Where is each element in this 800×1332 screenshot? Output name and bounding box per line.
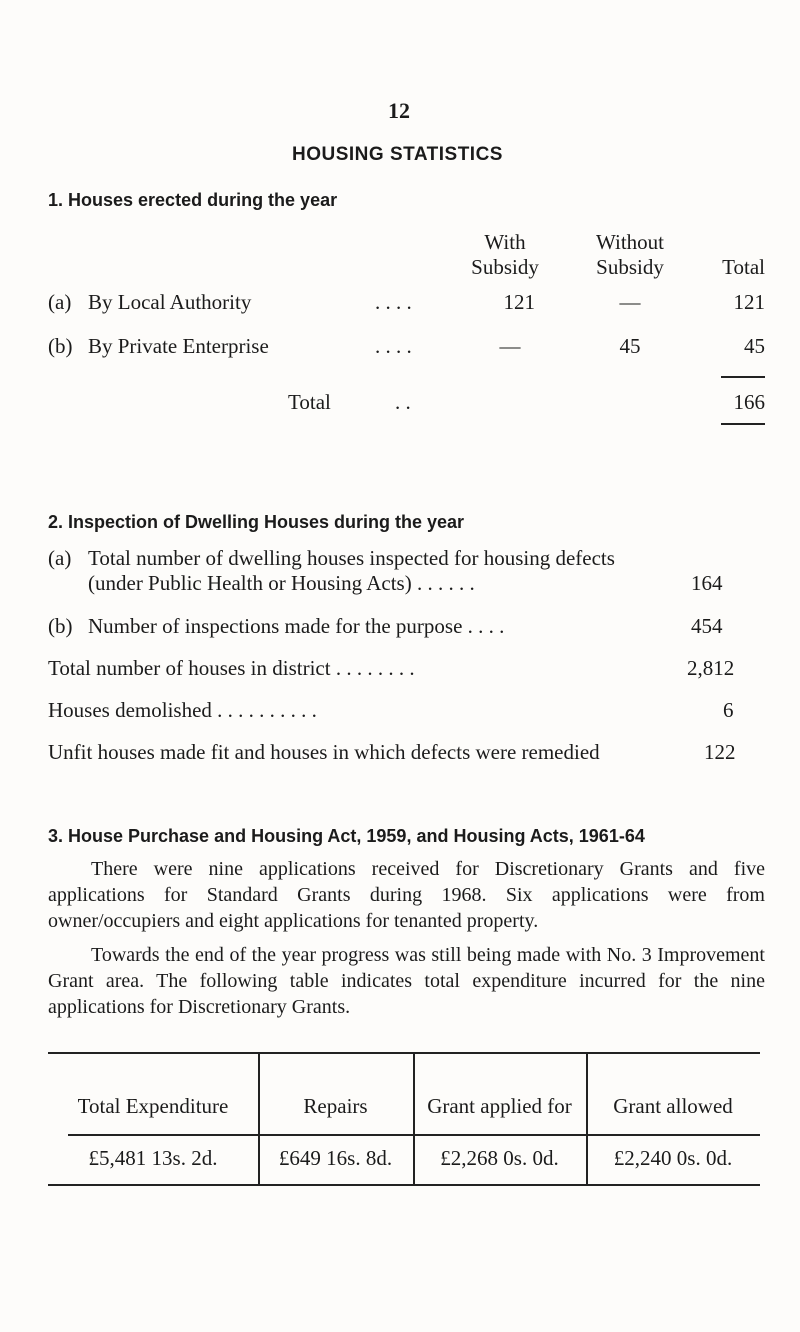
paragraph-2: Towards the end of the year progress was still being made with No. 3 Improvement Grant area. The following table indicates total expenditure incurred for the nine applications for Discretionary Grants. [48,944,765,1018]
col-header-without-line1: Without [596,230,664,254]
col-header-with-subsidy [445,230,565,280]
row-private-enterprise-without: 45 [619,334,641,358]
paragraph-1: There were nine applications received for Discretionary Grants and five applications for Standard Grants during 1968. Six applications were from owner/occupiers and eight applications for tenanted property. [48,858,765,932]
table-header-grant-allowed: Grant allowed [613,1094,733,1118]
table-header-total-expenditure: Total Expenditure [77,1094,229,1118]
total-rule-top [721,376,765,378]
item-b-text: Number of inspections made for the purpose . . . . [88,614,505,638]
item-e-text: Unfit houses made fit and houses in which defects were remedied [48,740,600,764]
row-local-authority-total: 121 [733,290,765,314]
item-a-line2: (under Public Health or Housing Acts) . . . . . . [88,571,475,595]
section-3-heading: 3. House Purchase and Housing Act, 1959, and Housing Acts, 1961-64 [48,826,645,846]
col-header-without-line2: Subsidy [596,255,664,279]
total-rule-bottom [721,423,765,425]
table-top-rule [48,1052,760,1054]
section-1-heading: 1. Houses erected during the year [48,190,338,210]
table-value-total-expenditure: £5,481 13s. 2d. [88,1146,218,1170]
item-a-prefix: (a) [48,546,72,570]
page-title: HOUSING STATISTICS [292,144,503,165]
row-local-authority-with: 121 [503,290,535,314]
item-e-value: 122 [704,740,736,764]
item-c-value: 2,812 [687,656,735,680]
row-private-enterprise-total: 45 [744,334,765,358]
col-header-total: Total [722,255,765,279]
item-a-value: 164 [691,571,723,595]
page-number: 12 [388,98,410,123]
row-private-enterprise-label: By Private Enterprise [88,334,269,358]
row-local-authority-without: — [619,290,641,314]
table-header-grant-applied: Grant applied for [427,1094,572,1118]
row-private-enterprise-leader: . . . . [375,334,412,358]
total-label: Total [288,390,331,414]
item-d-value: 6 [723,698,734,722]
row-local-authority-label: By Local Authority [88,290,252,314]
table-value-grant-applied: £2,268 0s. 0d. [440,1146,559,1170]
table-header-rule [68,1134,760,1136]
item-b-prefix: (b) [48,614,73,638]
total-value: 166 [733,390,765,414]
row-prefix: (b) [48,334,73,358]
total-leader: . . [395,390,411,414]
table-value-grant-allowed: £2,240 0s. 0d. [613,1146,733,1170]
row-prefix: (a) [48,290,72,314]
row-private-enterprise-prefix [48,334,73,359]
section-2-heading: 2. Inspection of Dwelling Houses during the year [48,512,465,532]
item-d-text: Houses demolished . . . . . . . . . . [48,698,317,722]
row-local-authority-leader: . . . . [375,290,412,314]
item-a-line1: Total number of dwelling houses inspected for housing defects [88,546,615,570]
row-private-enterprise-with: — [499,334,521,358]
item-b-value: 454 [691,614,723,638]
row-local-authority-prefix [48,290,71,315]
table-value-repairs: £649 16s. 8d. [278,1146,393,1170]
col-header-with-line2: Subsidy [471,255,539,279]
item-c-text: Total number of houses in district . . . . . . . . [48,656,415,680]
table-header-repairs: Repairs [303,1094,368,1118]
table-bottom-rule [48,1184,760,1186]
col-header-with-line1: With [484,230,526,254]
col-header-without-subsidy [565,230,695,280]
